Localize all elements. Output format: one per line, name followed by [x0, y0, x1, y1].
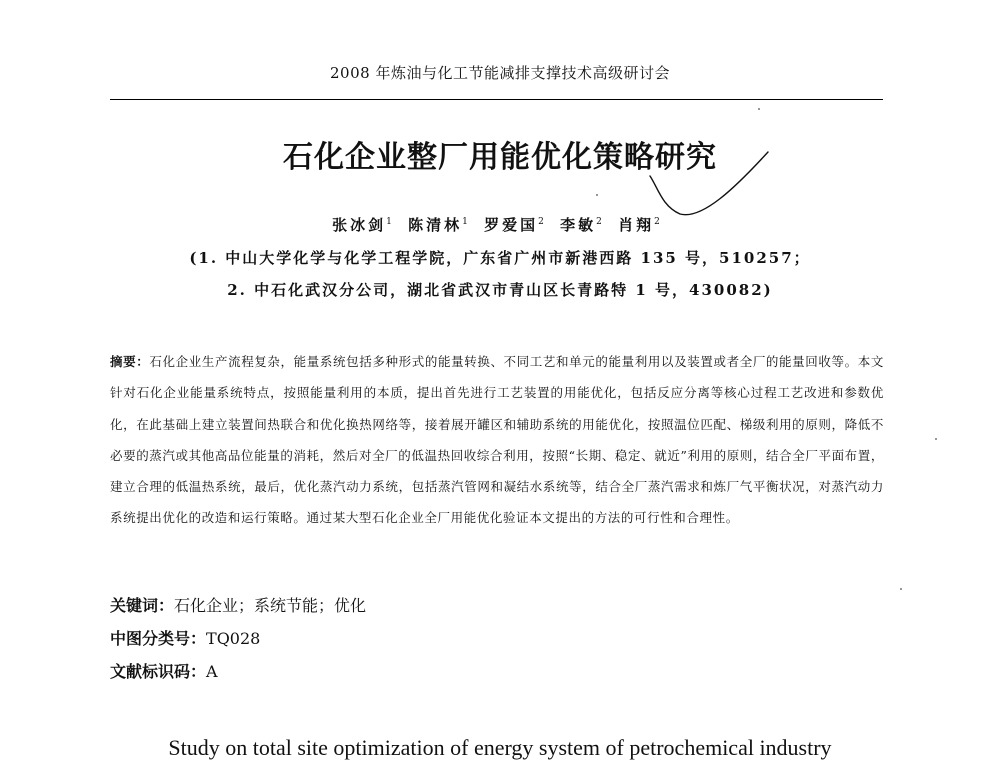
classification-label: 中图分类号： — [110, 629, 207, 648]
author-name: 肖翔 — [618, 216, 655, 234]
header-rule — [110, 99, 883, 100]
keywords — [110, 593, 366, 616]
author-affiliation-mark: 2 — [538, 217, 544, 227]
author-list — [0, 214, 1000, 235]
abstract — [110, 346, 884, 534]
affiliation-2: 2. 中石化武汉分公司，湖北省武汉市青山区长青路特 1 号，430082) — [227, 281, 773, 299]
paper-title: 石化企业整厂用能优化策略研究 — [283, 140, 717, 175]
keywords-value: 石化企业；系统节能；优化 — [174, 596, 367, 615]
abstract-text: 石化企业生产流程复杂，能量系统包括多种形式的能量转换、不同工艺和单元的能量利用以及装置或者全厂的能量回收等。本文针对石化企业能量系统特点，按照能量利用的本质，提出首先进行工艺装置的用能优化，包括反应分离等核心过程工艺改进和参数优化，在此基础上建立装置间热联合和优化换热网络等，接着展开罐区和辅助系统的用能优化，按照温位匹配、梯级利用的原则，降低不必要的蒸汽或其他高品位能量的消耗，然后对全厂的低温热回收综合利用，按照“长期、稳定、就近”利用的原则，结合全厂平面布置，建立合理的低温热系统，最后，优化蒸汽动力系统，包括蒸汽管网和凝结水系统等，结合全厂蒸汽需求和炼厂气平衡状况，对蒸汽动力系统提出优化的改造和运行策略。通过某大型石化企业全厂用能优化验证本文提出的方法的可行性和合理性。 — [110, 354, 884, 526]
author-affiliation-mark: 1 — [462, 217, 468, 227]
abstract-label: 摘要： — [110, 354, 150, 369]
scan-speck — [596, 194, 598, 196]
author-affiliation-mark: 1 — [386, 217, 392, 227]
keywords-label: 关键词： — [110, 596, 175, 615]
document-code-label: 文献标识码： — [110, 662, 207, 681]
affiliation-1: (1. 中山大学化学与化学工程学院，广东省广州市新港西路 135 号，510257； — [189, 249, 811, 267]
author-name: 陈清林 — [408, 216, 463, 234]
classification-number — [110, 626, 260, 649]
author-name: 李敏 — [560, 216, 597, 234]
scan-speck — [935, 438, 937, 440]
conference-header: 2008 年炼油与化工节能减排支撑技术高级研讨会 — [330, 64, 670, 82]
document-code-value: A — [206, 662, 218, 681]
english-title: Study on total site optimization of energy system of petrochemical industry — [168, 735, 832, 760]
handwritten-checkmark-icon — [640, 148, 770, 218]
author-name: 罗爱国 — [484, 216, 539, 234]
author-affiliation-mark: 2 — [596, 217, 602, 227]
scan-speck — [758, 108, 760, 110]
author-name: 张冰剑 — [332, 216, 387, 234]
document-code — [110, 659, 218, 682]
scan-speck — [900, 588, 902, 590]
classification-value: TQ028 — [206, 629, 261, 648]
author-affiliation-mark: 2 — [654, 217, 660, 227]
